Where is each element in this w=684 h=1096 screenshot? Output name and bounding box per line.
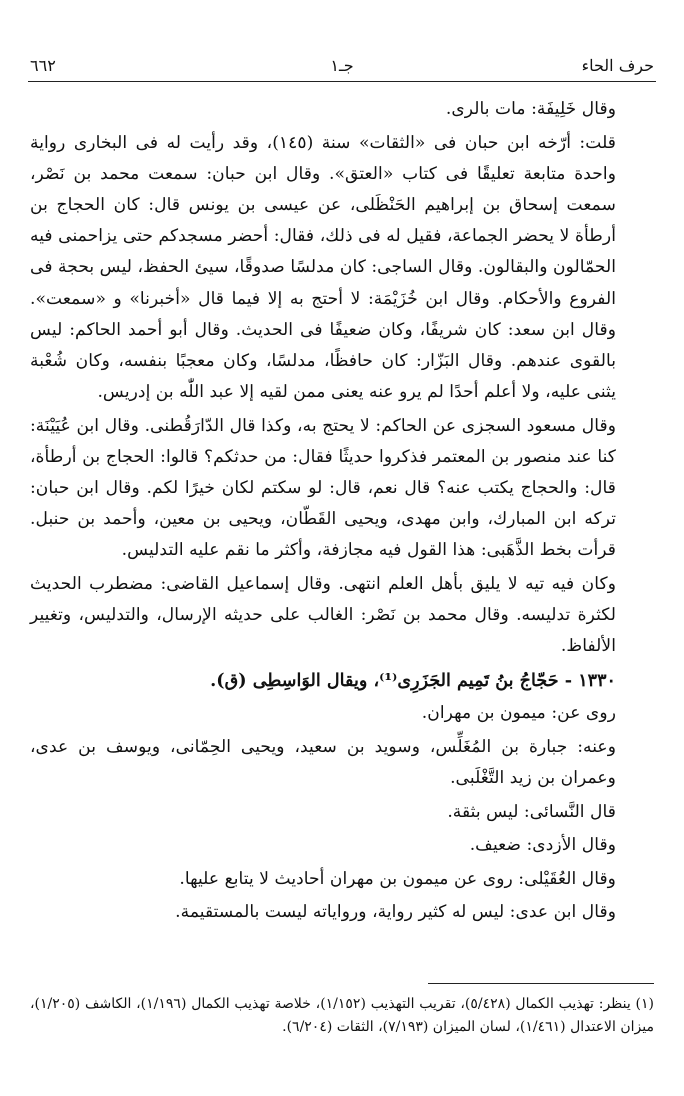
paragraph: وقال خَلِيفَة: مات بالرى.	[445, 99, 616, 119]
page-header	[28, 50, 656, 82]
paragraph: وعنه: جبارة بن المُغَلِّس، وسويد بن سعيد، ويحيى الحِمّانى، ويوسف بن عدى، وعمران بن زيد التَّغْلَبى.	[30, 736, 616, 789]
entry-heading: ١٣٣٠ - حَجّاجُ بنُ تَمِيم الجَزَرِى⁽¹⁾، ويقال الوَاسِطِى (ق).	[210, 669, 616, 691]
volume-label: جـ١	[330, 56, 354, 75]
paragraph: روى عن: ميمون بن مهران.	[421, 703, 616, 724]
paragraph: وكان فيه تيه لا يليق بأهل العلم انتهى. وقال إسماعيل القاضى: مضطرب الحديث لكثرة تدليسه. وقال محمد بن نَصْر: الغالب على حديثه الإرسال، والتدليس، وتغيير الألفاظ.	[30, 573, 616, 657]
footnote-text: (١) ينظر: تهذيب الكمال (٥/٤٢٨)، تقريب التهذيب (١/١٥٢)، خلاصة تهذيب الكمال (١/١٩٦)، الكاشف (١/٢٠٥)، ميزان الاعتدال (١/٤٦١)، لسان الميزان (٧/١٩٣)، الثقات (٦/٢٠٤).	[30, 996, 655, 1035]
footnote	[30, 993, 654, 1039]
paragraph: وقال ابن عدى: ليس له كثير رواية، ورواياته ليست بالمستقيمة.	[175, 902, 616, 923]
main-text	[30, 94, 654, 928]
paragraph: وقال الأزدى: ضعيف.	[469, 835, 616, 856]
header-rule	[28, 81, 656, 82]
page-number: ٦٦٢	[30, 56, 56, 75]
chapter-title: حرف الحاء	[581, 56, 654, 75]
paragraph: قلت: أرّخه ابن حبان فى «الثقات» سنة (١٤٥)، وقد رأيت له فى البخارى رواية واحدة متابعة تعليقًا فى كتاب «العتق». وقال ابن حبان: سمعت محمد بن نَصْر، سمعت إسحاق بن إبراهيم الحَنْظَلى، عن عيسى بن يونس قال: كان الحجاج بن أرطأة لا يحضر الجماعة، فقيل له فى ذلك، فقال: أحضر مسجدكم حتى يزاحمنى فيه الحمّالون والبقالون. وقال الساجى: كان مدلسًا صدوقًا، سيئ الحفظ، ليس بحجة فى الفروع والأحكام. وقال ابن خُزَيْمَة: لا أحتج به إلا فيما قال «أخبرنا» و «سمعت». وقال ابن سعد: كان شريفًا، وكان ضعيفًا فى الحديث. وقال أبو أحمد الحاكم: ليس بالقوى عندهم. وقال البَزّار: كان حافظًا، مدلسًا، وكان معجبًا بنفسه، وكان شُعْبة يثنى عليه، ولا أعلم أحدًا لم يرو عنه يعنى ممن لقيه إلا عبد اللّٰه بن إدريس.	[30, 132, 617, 403]
footnote-rule	[428, 983, 654, 984]
paragraph: وقال مسعود السجزى عن الحاكم: لا يحتج به، وكذا قال الدّارَقُطنى. وقال ابن عُيَيْنَة: كنا عند منصور بن المعتمر فذكروا حديثًا فقال: من حدثكم؟ قالوا: الحجاج بن أرطأة، قال: والحجاج يكتب عنه؟ قال نعم، قال: لو سكتم لكان خيرًا لكم. وقال ابن حبان: تركه ابن المبارك، وابن مهدى، ويحيى القَطّان، ويحيى بن معين، وأحمد بن حنبل. قرأت بخط الذَّهَبى: هذا القول فيه مجازفة، وأكثر ما نقم عليه التدليس.	[30, 415, 616, 561]
paragraph: قال النَّسائى: ليس بثقة.	[447, 801, 616, 822]
paragraph: وقال العُقَيْلى: روى عن ميمون بن مهران أحاديث لا يتابع عليها.	[179, 868, 616, 889]
